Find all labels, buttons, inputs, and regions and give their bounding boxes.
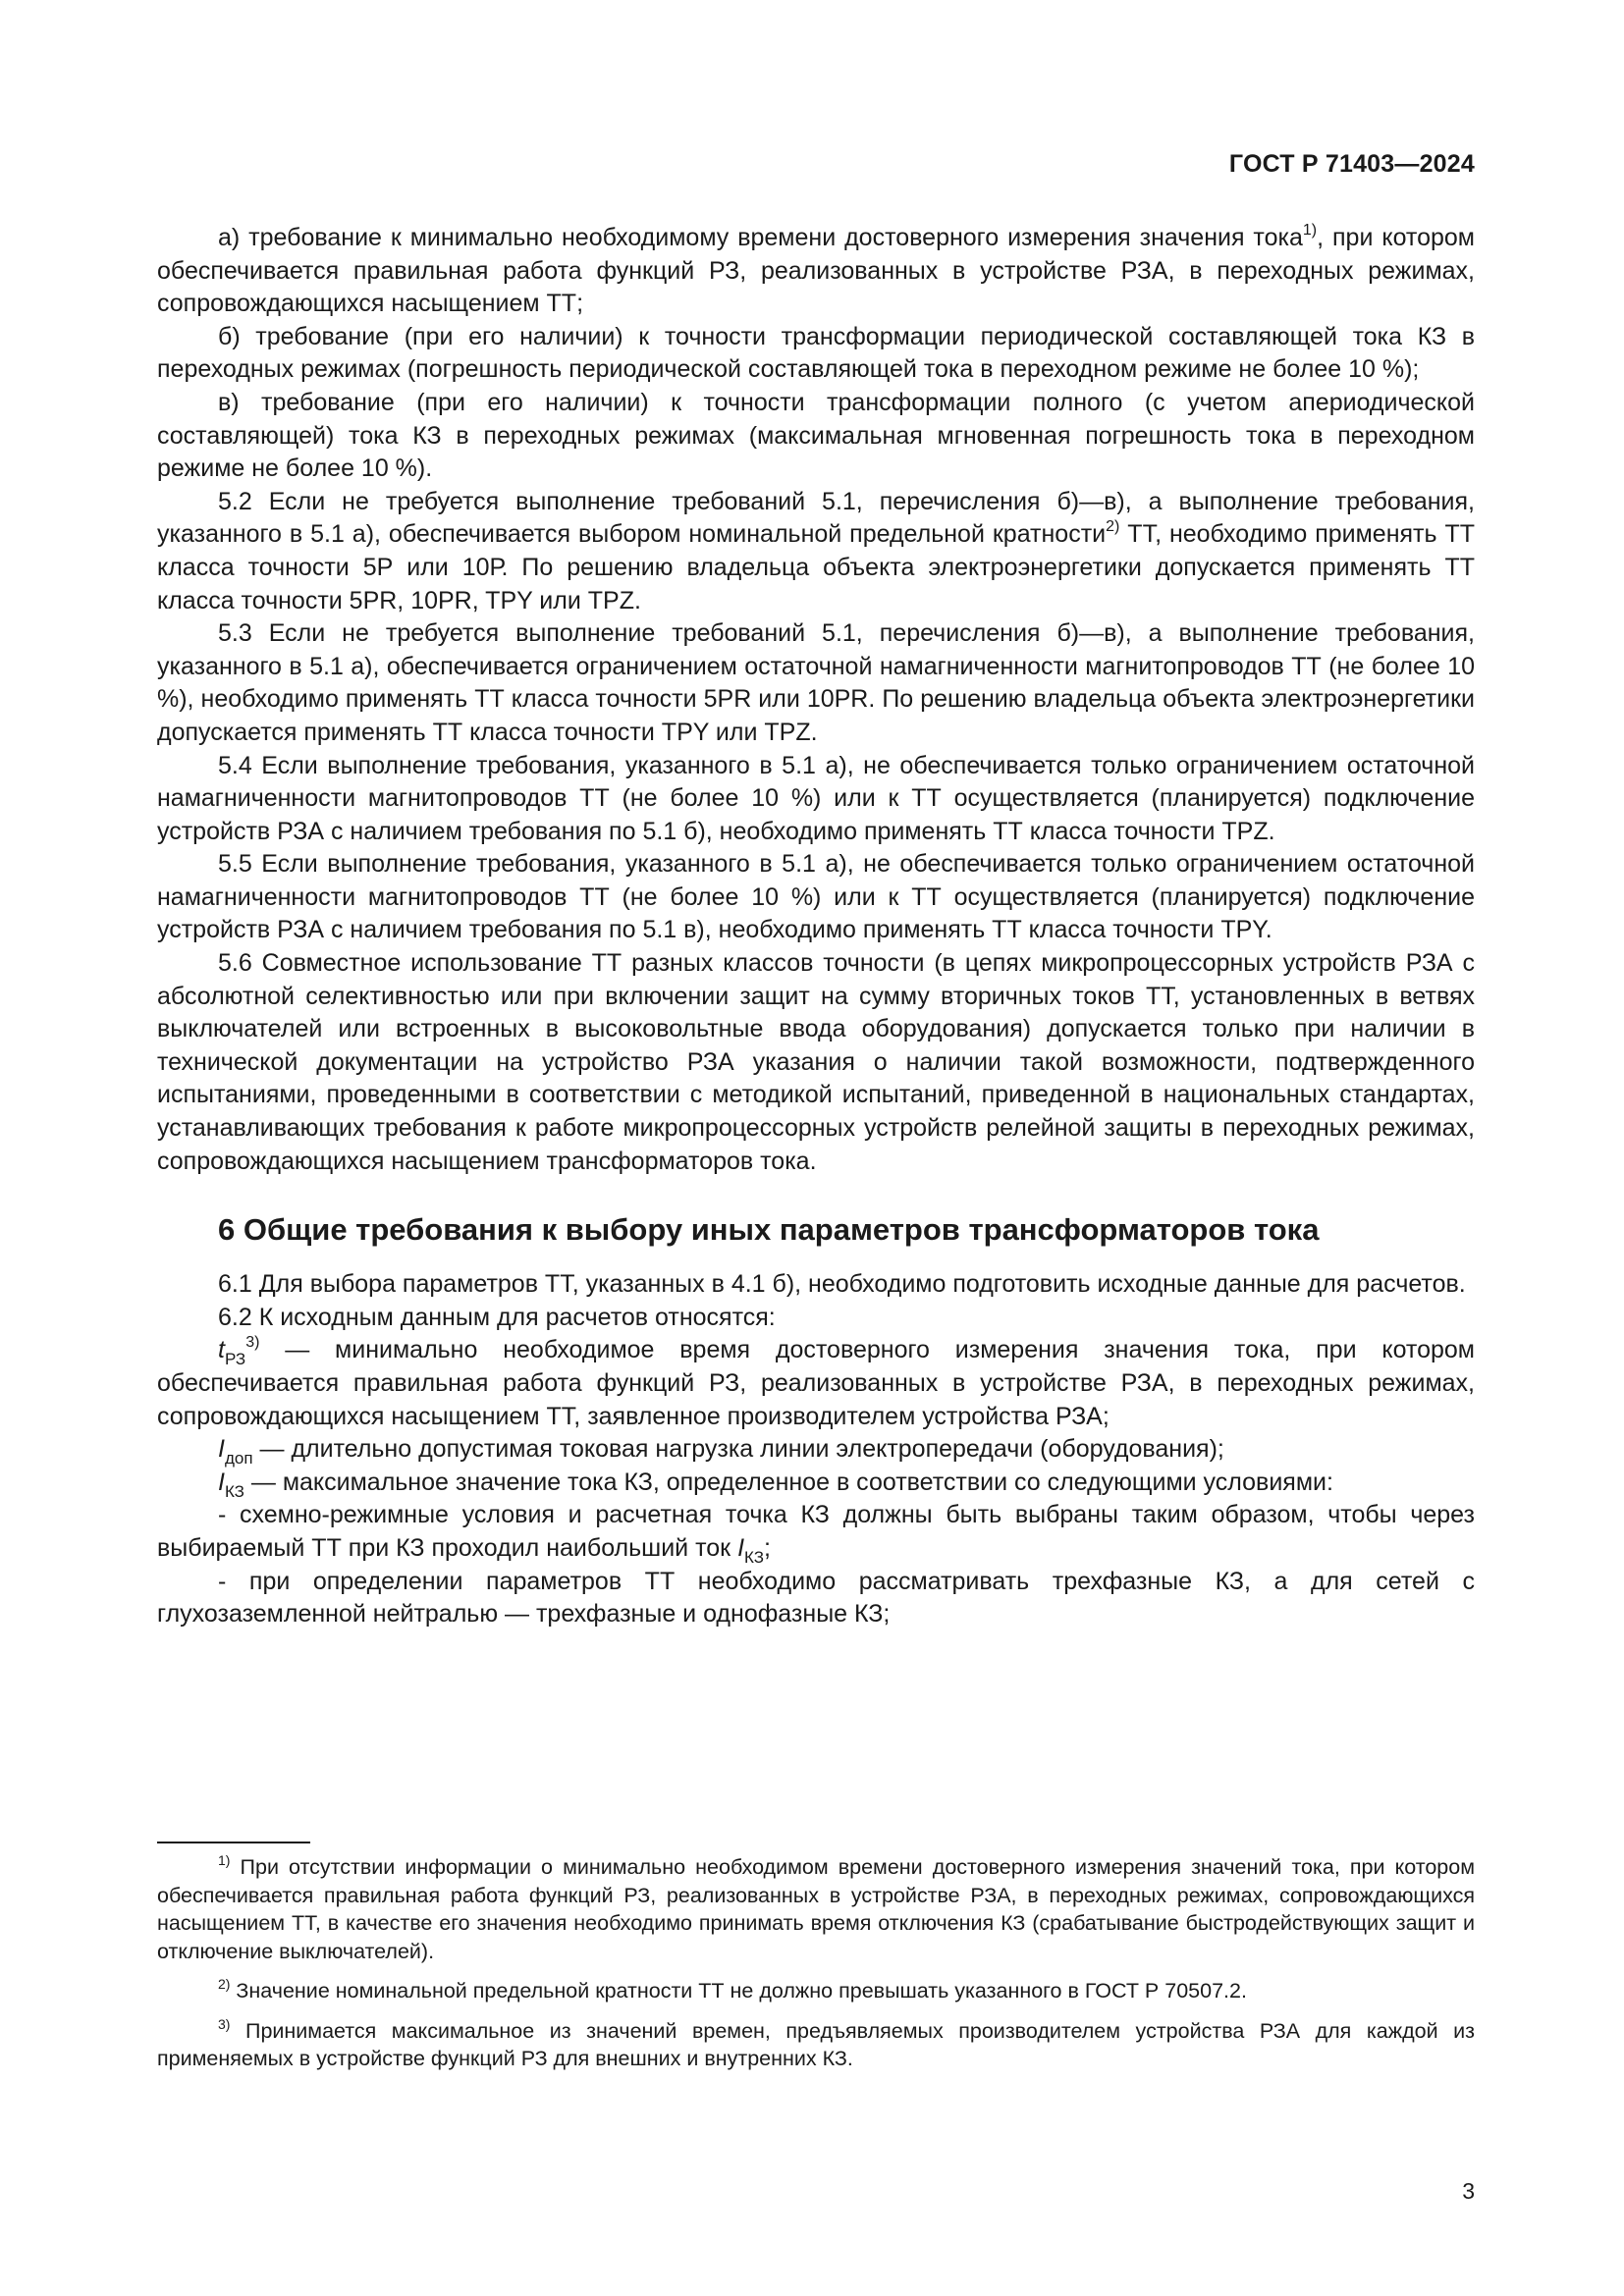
paragraph-5-4: 5.4 Если выполнение требования, указанного в 5.1 а), не обеспечивается только ограничением остаточной намагниченности магнитопроводов ТТ (не более 10 %) или к ТТ осуществляется (планируется) подключение устройств РЗА с наличием требования по 5.1 б), необходимо применять ТТ класса точности TPZ. [157,751,1475,845]
paragraph-6-1: 6.1 Для выбора параметров ТТ, указанных в 4.1 б), необходимо подготовить исходные данные для расчетов. [218,1270,1466,1299]
paragraph-5-1-v: в) требование (при его наличии) к точности трансформации полного (с учетом апериодической составляющей) тока КЗ в переходных режимах (максимальная мгновенная погрешность тока в переходном режиме не более 10 %). [157,388,1475,483]
footnotes [157,1853,1475,2085]
definition-i-dop: $I_{доп}$ — длительно допустимая токовая нагрузка линии электропередачи (оборудования); [218,1435,1224,1468]
list-item-condition-2: - при определении параметров ТТ необходимо рассматривать трехфазные КЗ, а для сетей с глухозаземленной нейтралью — трехфазные и однофазные КЗ; [157,1567,1475,1629]
footnote-2: $^{2)}$ Значение номинальной предельной кратности ТТ не должно превышать указанного в ГОСТ Р 70507.2. [218,1976,1247,2002]
paragraph-5-1-a: а) требование к минимально необходимому времени достоверного измерения значения тока$^{1)}$, при котором обеспечивается правильная работа функций РЗ, реализованных в устройстве РЗА, в переходных режимах, сопровождающихся насыщением ТТ; [157,222,1475,318]
paragraph-6-2: 6.2 К исходным данным для расчетов относятся: [218,1303,776,1331]
footnote-ref-1[interactable]: 1) [1302,222,1318,239]
footnote-3: $^{3)}$ Принимается максимальное из значений времен, предъявляемых производителем устройства РЗА для каждой из применяемых в устройстве функций РЗ для внешних и внутренних КЗ. [157,2015,1475,2070]
paragraph-5-5: 5.5 Если выполнение требования, указанного в 5.1 а), не обеспечивается только ограничением остаточной намагниченности магнитопроводов ТТ (не более 10 %) или к ТТ осуществляется (планируется) подключение устройств РЗА с наличием требования по 5.1 в), необходимо применять ТТ класса точности TPY. [157,850,1475,944]
footnote-1: $^{1)}$ При отсутствии информации о минимально необходимом времени достоверного измерения значений тока, при котором обеспечивается правильная работа функций РЗ, реализованных в устройстве РЗА, в переходных режимах, сопровождающихся насыщением ТТ, в качестве его значения необходимо принимать время отключения КЗ (срабатывание быстродействующих защит и отключение выключателей). [157,1852,1475,1963]
body-text [157,222,1475,1631]
paragraph-5-3: 5.3 Если не требуется выполнение требований 5.1, перечисления б)—в), а выполнение требования, указанного в 5.1 а), обеспечивается ограничением остаточной намагниченности магнитопроводов ТТ (не более 10 %), необходимо применять ТТ класса точности 5PR или 10PR. По решению владельца объекта электроэнергетики допускается применять ТТ класса точности TPY или TPZ. [157,619,1475,746]
page-number: 3 [1462,2178,1475,2204]
section-6-heading: 6 Общие требования к выбору иных параметров трансформаторов тока [218,1212,1320,1248]
footnote-divider [157,1842,310,1843]
list-item-condition-1: - схемно-режимные условия и расчетная точка КЗ должны быть выбраны таким образом, чтобы через выбираемый ТТ при КЗ проходил наибольший ток $I_{КЗ}$; [157,1501,1475,1567]
paragraph-5-6: 5.6 Совместное использование ТТ разных классов точности (в цепях микропроцессорных устройств РЗА с абсолютной селективностью или при включении защит на сумму вторичных токов ТТ, установленных в ветвях выключателей или встроенных в высоковольтные ввода оборудования) допускается только при наличии в технической документации на устройство РЗА указания о наличии такой возможности, подтвержденного испытаниями, проведенными в соответствии с методикой испытаний, приведенной в национальных стандартах, устанавливающих требования к работе микропроцессорных устройств релейной защиты в переходных режимах, сопровождающихся насыщением трансформаторов тока. [157,949,1475,1175]
paragraph-5-1-b: б) требование (при его наличии) к точности трансформации периодической составляющей тока КЗ в переходных режимах (погрешность периодической составляющей тока в переходном режиме не более 10 %); [157,322,1475,384]
paragraph-5-2: 5.2 Если не требуется выполнение требований 5.1, перечисления б)—в), а выполнение требования, указанного в 5.1 а), обеспечивается выбором номинальной предельной кратности$^{2)}$ ТТ, необходимо применять ТТ класса точности 5Р или 10Р. По решению владельца объекта электроэнергетики допускается применять ТТ класса точности 5PR, 10PR, TPY или TPZ. [157,487,1475,614]
definition-i-kz: $I_{КЗ}$ — максимальное значение тока КЗ, определенное в соответствии со следующими условиями: [218,1468,1333,1501]
footnote-ref-2[interactable]: 2) [1106,518,1120,536]
document-code-header: ГОСТ Р 71403—2024 [1228,150,1475,178]
footnote-ref-3[interactable]: 3) [245,1334,260,1352]
definition-t-rz: $t_{РЗ}^{3)}$ — минимально необходимое время достоверного измерения значения тока, при котором обеспечивается правильная работа функций РЗ, реализованных в устройстве РЗА, в переходных режимах, сопровождающихся насыщением ТТ, заявленное производителем устройства РЗА; [157,1334,1475,1430]
